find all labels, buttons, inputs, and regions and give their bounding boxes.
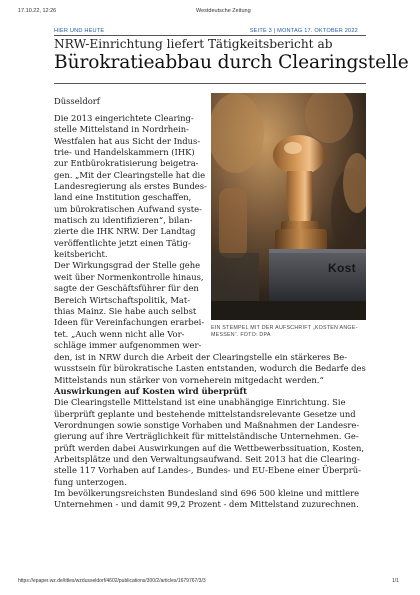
body-line: Arbeitsplätze und den Verwaltungsaufwand. Seit 2013 hat die Clearing- <box>54 454 360 465</box>
body-line: überprüft geplante und bestehende mittelstandsrelevante Gesetze und <box>54 408 356 419</box>
body-line: stelle Mittelstand in Nordrhein- <box>54 124 190 135</box>
body-line: weit über Normenkontrolle hinaus, <box>54 271 204 282</box>
body-line: Mittelstands nun stärker von vorneherein mitgedacht werden.“ <box>54 374 324 385</box>
article-headline: Bürokratieabbau durch Clearingstelle <box>54 52 409 73</box>
body-line: thias Mainz. Sie habe auch selbst <box>54 305 197 316</box>
body-line: Die Clearingstelle Mittelstand ist eine unabhängige Einrichtung. Sie <box>54 397 346 408</box>
body-line: wusstsein für bürokratische Lasten entstanden, wodurch die Bedarfe des <box>54 363 366 374</box>
body-line: tet. „Auch wenn nicht alle Vor- <box>54 328 185 339</box>
stamp-photo-illustration <box>211 93 366 320</box>
body-line: fung unterzogen. <box>54 476 127 487</box>
body-line: gen. „Mit der Clearingstelle hat die <box>54 169 206 180</box>
body-line: Verordnungen sowie sonstige Vorhaben und Maßnahmen der Landesre- <box>54 420 360 431</box>
body-line: den, ist in NRW durch die Arbeit der Clearingstelle ein stärkeres Be- <box>54 352 348 362</box>
body-line: keitsbericht. <box>54 249 108 260</box>
body-line: Die 2013 eingerichtete Clearing- <box>54 113 194 123</box>
body-line: um bürokratischen Aufwand syste- <box>54 203 202 214</box>
article-fullwidth <box>54 352 366 511</box>
body-line: Der Wirkungsgrad der Stelle gehe <box>54 260 201 271</box>
body-line: matisch zu identifizieren“, bilan- <box>54 215 193 226</box>
body-line: zur Entbürokratisierung beigetra- <box>54 158 199 169</box>
body-line: Landesregierung als erstes Bundes- <box>54 181 207 192</box>
body-line: land eine Institution geschaffen, <box>54 192 192 203</box>
body-line: schläge immer aufgenommen wer- <box>54 339 202 350</box>
dateline: Düsseldorf <box>54 96 100 106</box>
body-line: prüft werden dabei Auswirkungen auf die Wettbewerbssituation, Kosten, <box>54 442 365 453</box>
body-line: Bereich Wirtschaftspolitik, Mat- <box>54 294 191 305</box>
header-rule <box>54 35 366 36</box>
body-line: Westfalen hat aus Sicht der Indus- <box>54 135 201 146</box>
stamp-photo <box>211 93 366 320</box>
article-kicker: NRW-Einrichtung liefert Tätigkeitsbericht ab <box>54 37 333 51</box>
body-line: veröffentlichte jetzt einen Tätig- <box>54 237 191 248</box>
print-site-title: Westdeutsche Zeitung <box>196 8 251 14</box>
body-line: stelle 117 Vorhaben auf Landes-, Bundes- und EU-Ebene einer Überprü- <box>54 465 361 476</box>
body-line: sagte der Geschäftsführer für den <box>54 283 199 294</box>
ressort-label: HIER UND HEUTE <box>54 28 105 34</box>
print-url: https://epaper.wz.de/titles/wzdusseldorf/4602/publications/300/2/articles/1679767/3/3 <box>18 578 206 584</box>
article-column <box>54 113 207 351</box>
body-line: Ideen für Vereinfachungen erarbei- <box>54 317 205 328</box>
print-datetime: 17.10.22, 12:26 <box>18 8 57 14</box>
print-page-count: 1/1 <box>392 578 399 584</box>
body-line: trie- und Handelskammern (IHK) <box>54 147 195 158</box>
body-line: Im bevölkerungsreichsten Bundesland sind 696 500 kleine und mittlere <box>54 488 360 499</box>
body-line: Unternehmen - und damit 99,2 Prozent - dem Mittelstand zuzurechnen. <box>54 499 359 510</box>
section-subheading: Auswirkungen auf Kosten wird überprüft <box>54 386 247 397</box>
page-info: SEITE 3 | MONTAG 17. OKTOBER 2022 <box>249 28 358 34</box>
body-line: gierung auf ihre Verträglichkeit für mittelständische Unternehmen. Ge- <box>54 431 359 442</box>
caption-line: MESSEN“. FOTO: DPA <box>211 332 271 339</box>
headline-rule <box>54 83 366 84</box>
photo-caption <box>211 325 358 340</box>
caption-line: EIN STEMPEL MIT DER AUFSCHRIFT „KOSTEN ANGE- <box>211 325 358 331</box>
stamp-text: Kost <box>328 261 356 275</box>
body-line: zierte die IHK NRW. Der Landtag <box>54 226 196 237</box>
